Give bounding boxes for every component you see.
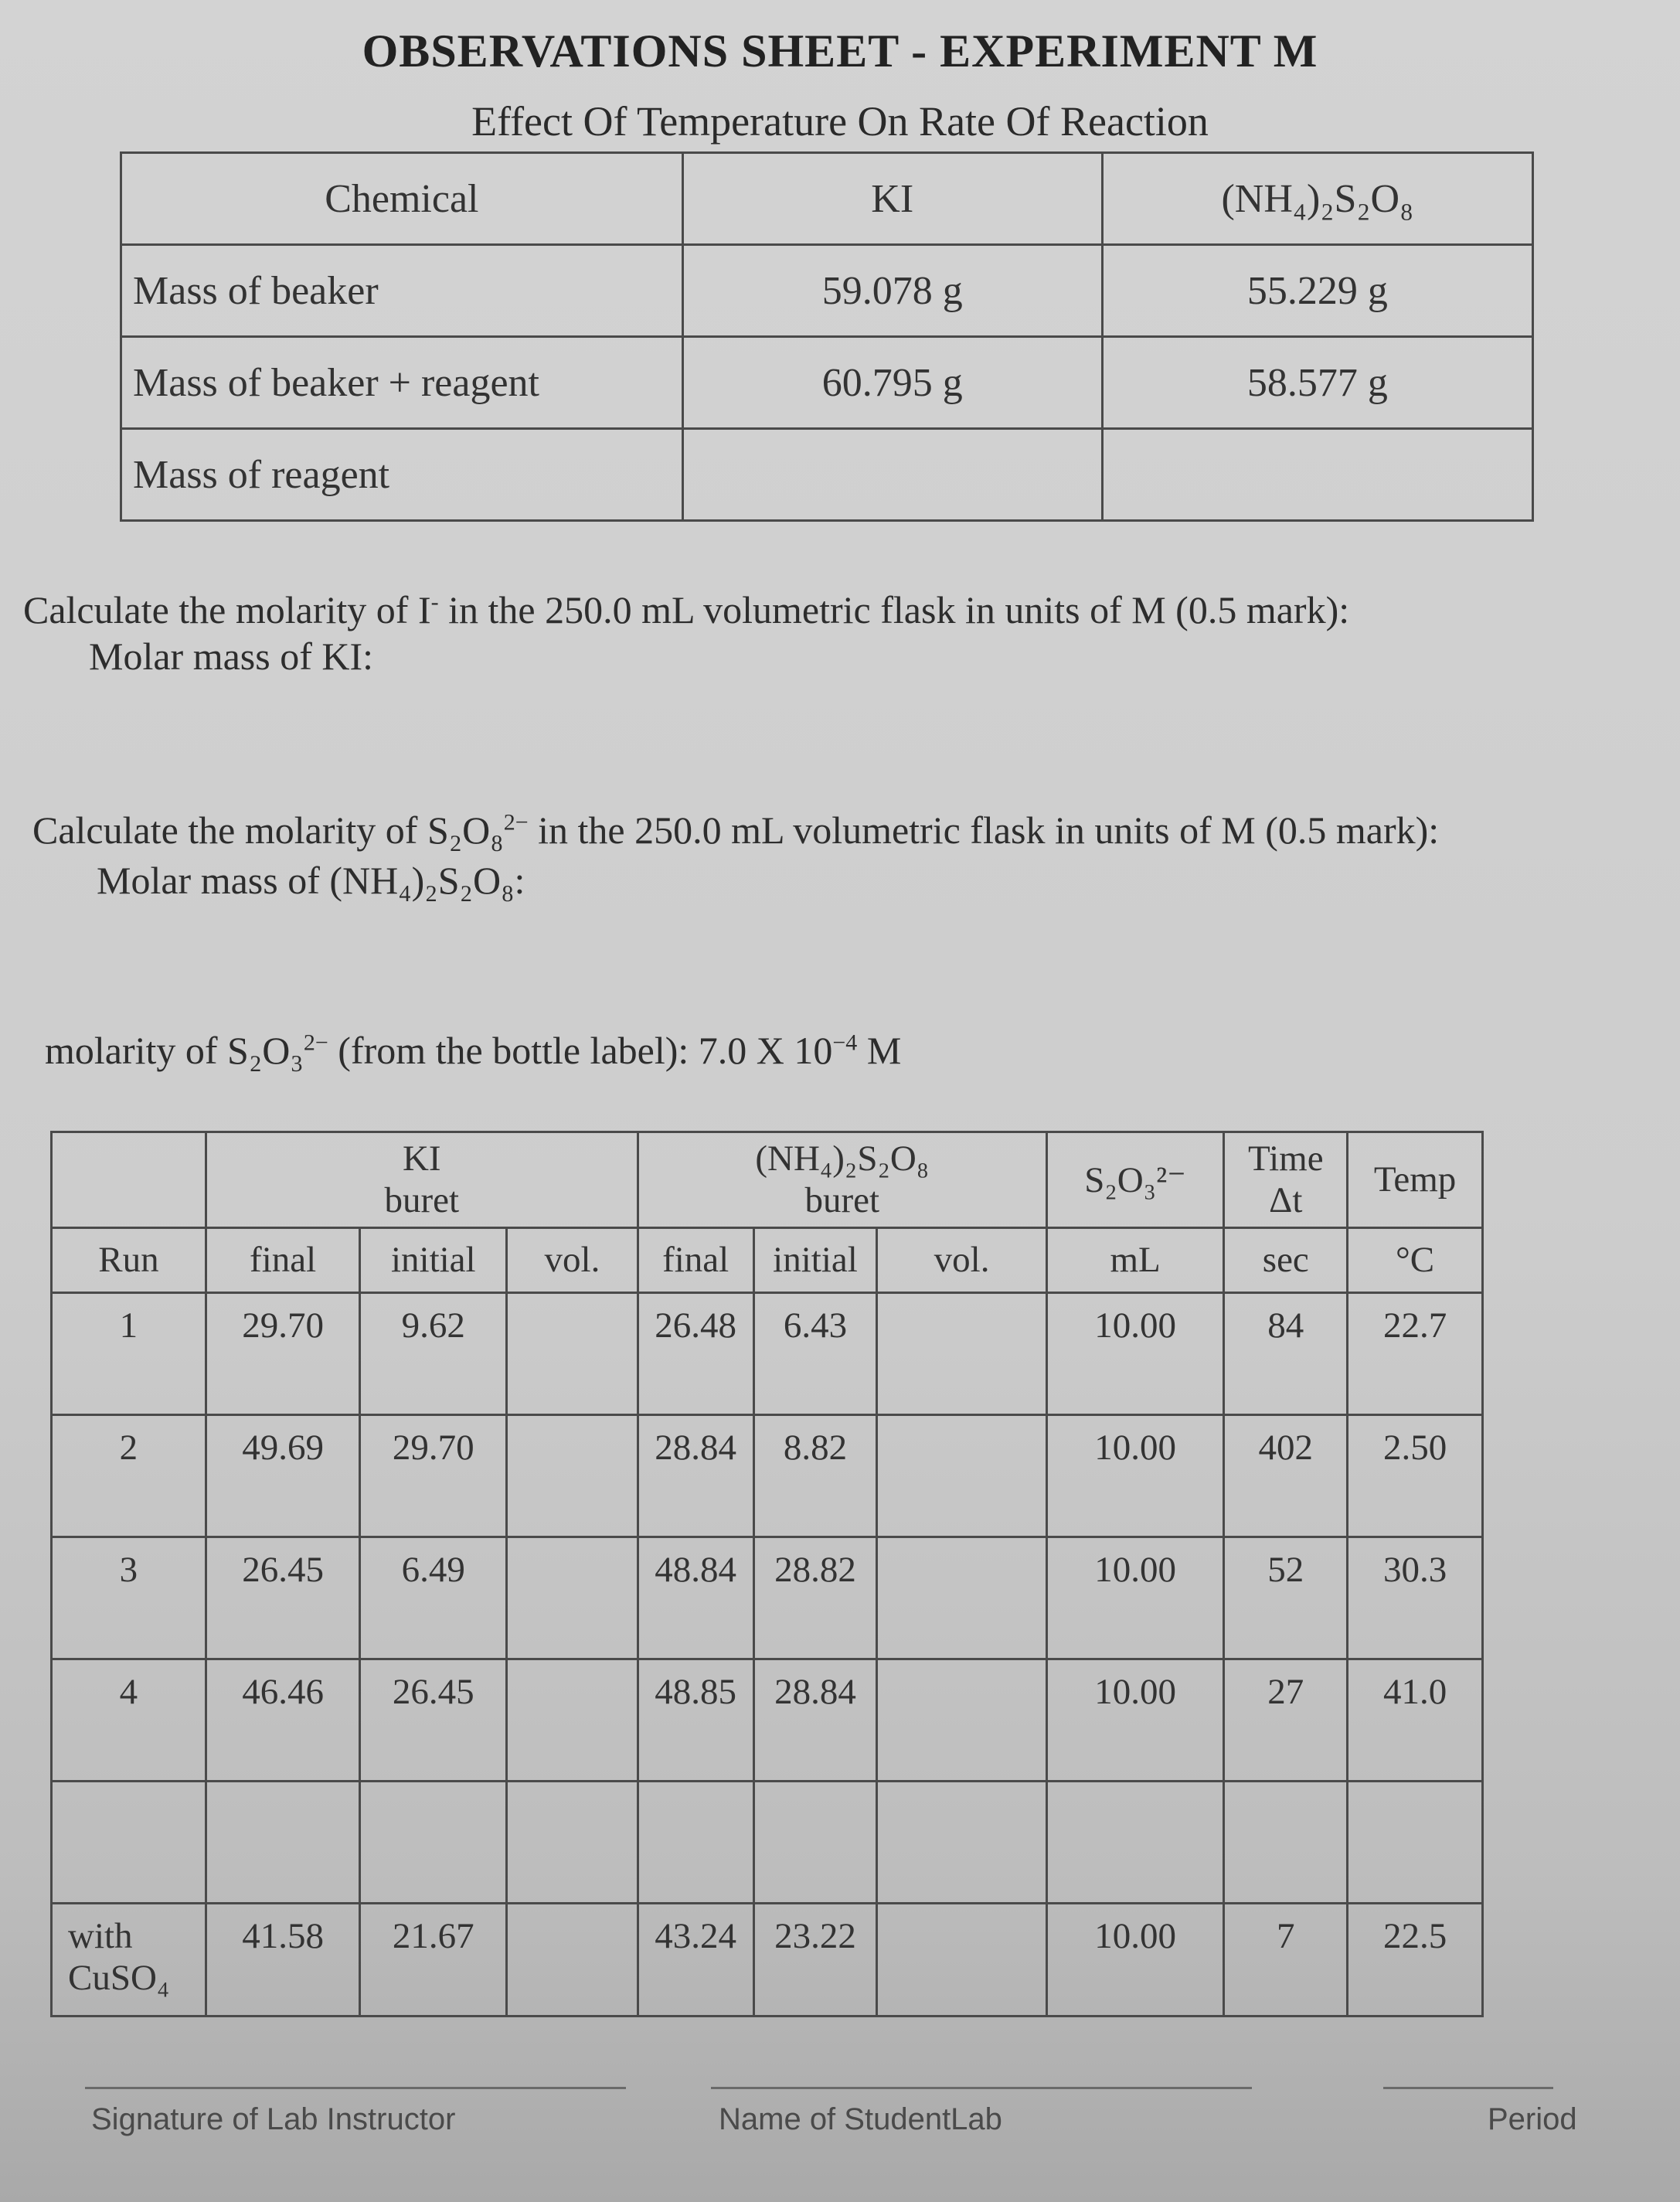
persulfate-buret-header: (NH₄)₂S₂O₈ buret	[638, 1132, 1046, 1228]
col-ps-final: final	[638, 1228, 753, 1293]
col-thio-ml: mL	[1046, 1228, 1224, 1293]
question-persulfate-molarity: Calculate the molarity of S₂O₈$^{2-}$ in the 250.0 mL volumetric flask in units of M (0.5 mark):	[32, 808, 1440, 852]
ki-initial-cell[interactable]	[360, 1782, 507, 1904]
ps-final-cell[interactable]: 28.84	[638, 1415, 753, 1537]
col-ki-initial: initial	[360, 1228, 507, 1293]
table-row	[52, 1415, 1483, 1537]
ki-buret-header: KI buret	[206, 1132, 638, 1228]
molar-mass-ki-label: Molar mass of KI:	[89, 635, 373, 678]
mass-table-header	[121, 153, 1533, 245]
ps-initial-cell[interactable]	[753, 1782, 877, 1904]
table-row	[52, 1537, 1483, 1659]
table-row	[52, 1782, 1483, 1904]
ki-vol-cell[interactable]	[507, 1293, 638, 1415]
ps-initial-cell[interactable]: 8.82	[753, 1415, 877, 1537]
temp-cell[interactable]: 22.7	[1348, 1293, 1483, 1415]
run-label: with CuSO₄	[52, 1904, 206, 2017]
ki-vol-cell[interactable]	[507, 1659, 638, 1782]
ps-final-cell[interactable]: 48.85	[638, 1659, 753, 1782]
temp-cell[interactable]: 22.5	[1348, 1904, 1483, 2017]
ps-vol-cell[interactable]	[877, 1415, 1046, 1537]
time-cell[interactable]: 27	[1224, 1659, 1348, 1782]
temp-cell[interactable]	[1348, 1782, 1483, 1904]
question-iodide-molarity: Calculate the molarity of I- in the 250.0 mL volumetric flask in units of M (0.5 mark):	[23, 588, 1350, 631]
mass-table	[120, 151, 1534, 522]
ki-initial-cell[interactable]: 9.62	[360, 1293, 507, 1415]
thio-ml-cell[interactable]	[1046, 1782, 1224, 1904]
data-table-column-header	[52, 1228, 1483, 1293]
period-line	[1383, 2087, 1553, 2089]
mass-row-label: Mass of beaker + reagent	[121, 337, 683, 429]
run-number: 4	[52, 1659, 206, 1782]
mass-row	[121, 429, 1533, 521]
header-ki: KI	[682, 153, 1102, 245]
mass-row-label: Mass of reagent	[121, 429, 683, 521]
col-run: Run	[52, 1228, 206, 1293]
time-header: Time Δt	[1224, 1132, 1348, 1228]
mass-row	[121, 245, 1533, 337]
ki-final-cell[interactable]: 46.46	[206, 1659, 360, 1782]
col-temp-c: °C	[1348, 1228, 1483, 1293]
ps-final-cell[interactable]: 26.48	[638, 1293, 753, 1415]
mass-persulfate-value[interactable]: 58.577 g	[1102, 337, 1532, 429]
thio-ml-cell[interactable]: 10.00	[1046, 1659, 1224, 1782]
ps-initial-cell[interactable]: 23.22	[753, 1904, 877, 2017]
blank-header-cell	[52, 1132, 206, 1228]
ki-vol-cell[interactable]	[507, 1537, 638, 1659]
ki-final-cell[interactable]: 41.58	[206, 1904, 360, 2017]
col-ki-final: final	[206, 1228, 360, 1293]
col-time-sec: sec	[1224, 1228, 1348, 1293]
mass-row	[121, 337, 1533, 429]
thiosulfate-molarity: molarity of S₂O₃$^{2-}$ (from the bottle label): 7.0 X $10^{-4}$ M	[45, 1029, 902, 1072]
col-ps-initial: initial	[753, 1228, 877, 1293]
data-table	[50, 1131, 1484, 2017]
col-ki-vol: vol.	[507, 1228, 638, 1293]
sheet-title: OBSERVATIONS SHEET - EXPERIMENT M	[362, 26, 1318, 77]
thio-ml-cell[interactable]: 10.00	[1046, 1293, 1224, 1415]
ki-final-cell[interactable]: 29.70	[206, 1293, 360, 1415]
student-name-line	[711, 2087, 1252, 2089]
thio-ml-cell[interactable]: 10.00	[1046, 1537, 1224, 1659]
run-number	[52, 1782, 206, 1904]
ps-final-cell[interactable]	[638, 1782, 753, 1904]
run-number: 1	[52, 1293, 206, 1415]
period-label: Period	[1488, 2102, 1577, 2136]
ps-vol-cell[interactable]	[877, 1904, 1046, 2017]
table-row	[52, 1904, 1483, 2017]
header-persulfate: (NH₄)₂S₂O₈	[1102, 153, 1532, 245]
mass-row-label: Mass of beaker	[121, 245, 683, 337]
sheet-subtitle: Effect Of Temperature On Rate Of Reaction	[471, 98, 1209, 145]
thio-ml-cell[interactable]: 10.00	[1046, 1904, 1224, 2017]
thio-ml-cell[interactable]: 10.00	[1046, 1415, 1224, 1537]
temp-cell[interactable]: 30.3	[1348, 1537, 1483, 1659]
mass-ki-value[interactable]	[682, 429, 1102, 521]
student-name-label: Name of StudentLab	[719, 2102, 1002, 2136]
signature-label: Signature of Lab Instructor	[91, 2102, 456, 2136]
ki-initial-cell[interactable]: 29.70	[360, 1415, 507, 1537]
ki-vol-cell[interactable]	[507, 1415, 638, 1537]
ps-final-cell[interactable]: 48.84	[638, 1537, 753, 1659]
ps-initial-cell[interactable]: 28.82	[753, 1537, 877, 1659]
ki-vol-cell[interactable]	[507, 1782, 638, 1904]
run-number: 2	[52, 1415, 206, 1537]
ki-initial-cell[interactable]: 26.45	[360, 1659, 507, 1782]
mass-ki-value[interactable]: 59.078 g	[682, 245, 1102, 337]
data-table-group-header	[52, 1132, 1483, 1228]
temp-cell[interactable]: 41.0	[1348, 1659, 1483, 1782]
ps-initial-cell[interactable]: 6.43	[753, 1293, 877, 1415]
temp-cell[interactable]: 2.50	[1348, 1415, 1483, 1537]
col-ps-vol: vol.	[877, 1228, 1046, 1293]
temp-header: Temp	[1348, 1132, 1483, 1228]
ps-initial-cell[interactable]: 28.84	[753, 1659, 877, 1782]
header-chemical: Chemical	[121, 153, 683, 245]
ps-final-cell[interactable]: 43.24	[638, 1904, 753, 2017]
time-cell[interactable]: 7	[1224, 1904, 1348, 2017]
ps-vol-cell[interactable]	[877, 1293, 1046, 1415]
mass-persulfate-value[interactable]	[1102, 429, 1532, 521]
ki-initial-cell[interactable]: 21.67	[360, 1904, 507, 2017]
molar-mass-persulfate-label: Molar mass of (NH₄)₂S₂O₈:	[97, 859, 525, 902]
time-cell[interactable]: 402	[1224, 1415, 1348, 1537]
time-cell[interactable]	[1224, 1782, 1348, 1904]
table-row	[52, 1659, 1483, 1782]
thiosulfate-header: S₂O₃²⁻	[1046, 1132, 1224, 1228]
ki-vol-cell[interactable]	[507, 1904, 638, 2017]
mass-persulfate-value[interactable]: 55.229 g	[1102, 245, 1532, 337]
ki-final-cell[interactable]	[206, 1782, 360, 1904]
ps-vol-cell[interactable]	[877, 1782, 1046, 1904]
ps-vol-cell[interactable]	[877, 1537, 1046, 1659]
ki-initial-cell[interactable]: 6.49	[360, 1537, 507, 1659]
ki-final-cell[interactable]: 49.69	[206, 1415, 360, 1537]
ps-vol-cell[interactable]	[877, 1659, 1046, 1782]
table-row	[52, 1293, 1483, 1415]
time-cell[interactable]: 52	[1224, 1537, 1348, 1659]
run-number: 3	[52, 1537, 206, 1659]
time-cell[interactable]: 84	[1224, 1293, 1348, 1415]
signature-line	[85, 2087, 626, 2089]
ki-final-cell[interactable]: 26.45	[206, 1537, 360, 1659]
mass-ki-value[interactable]: 60.795 g	[682, 337, 1102, 429]
